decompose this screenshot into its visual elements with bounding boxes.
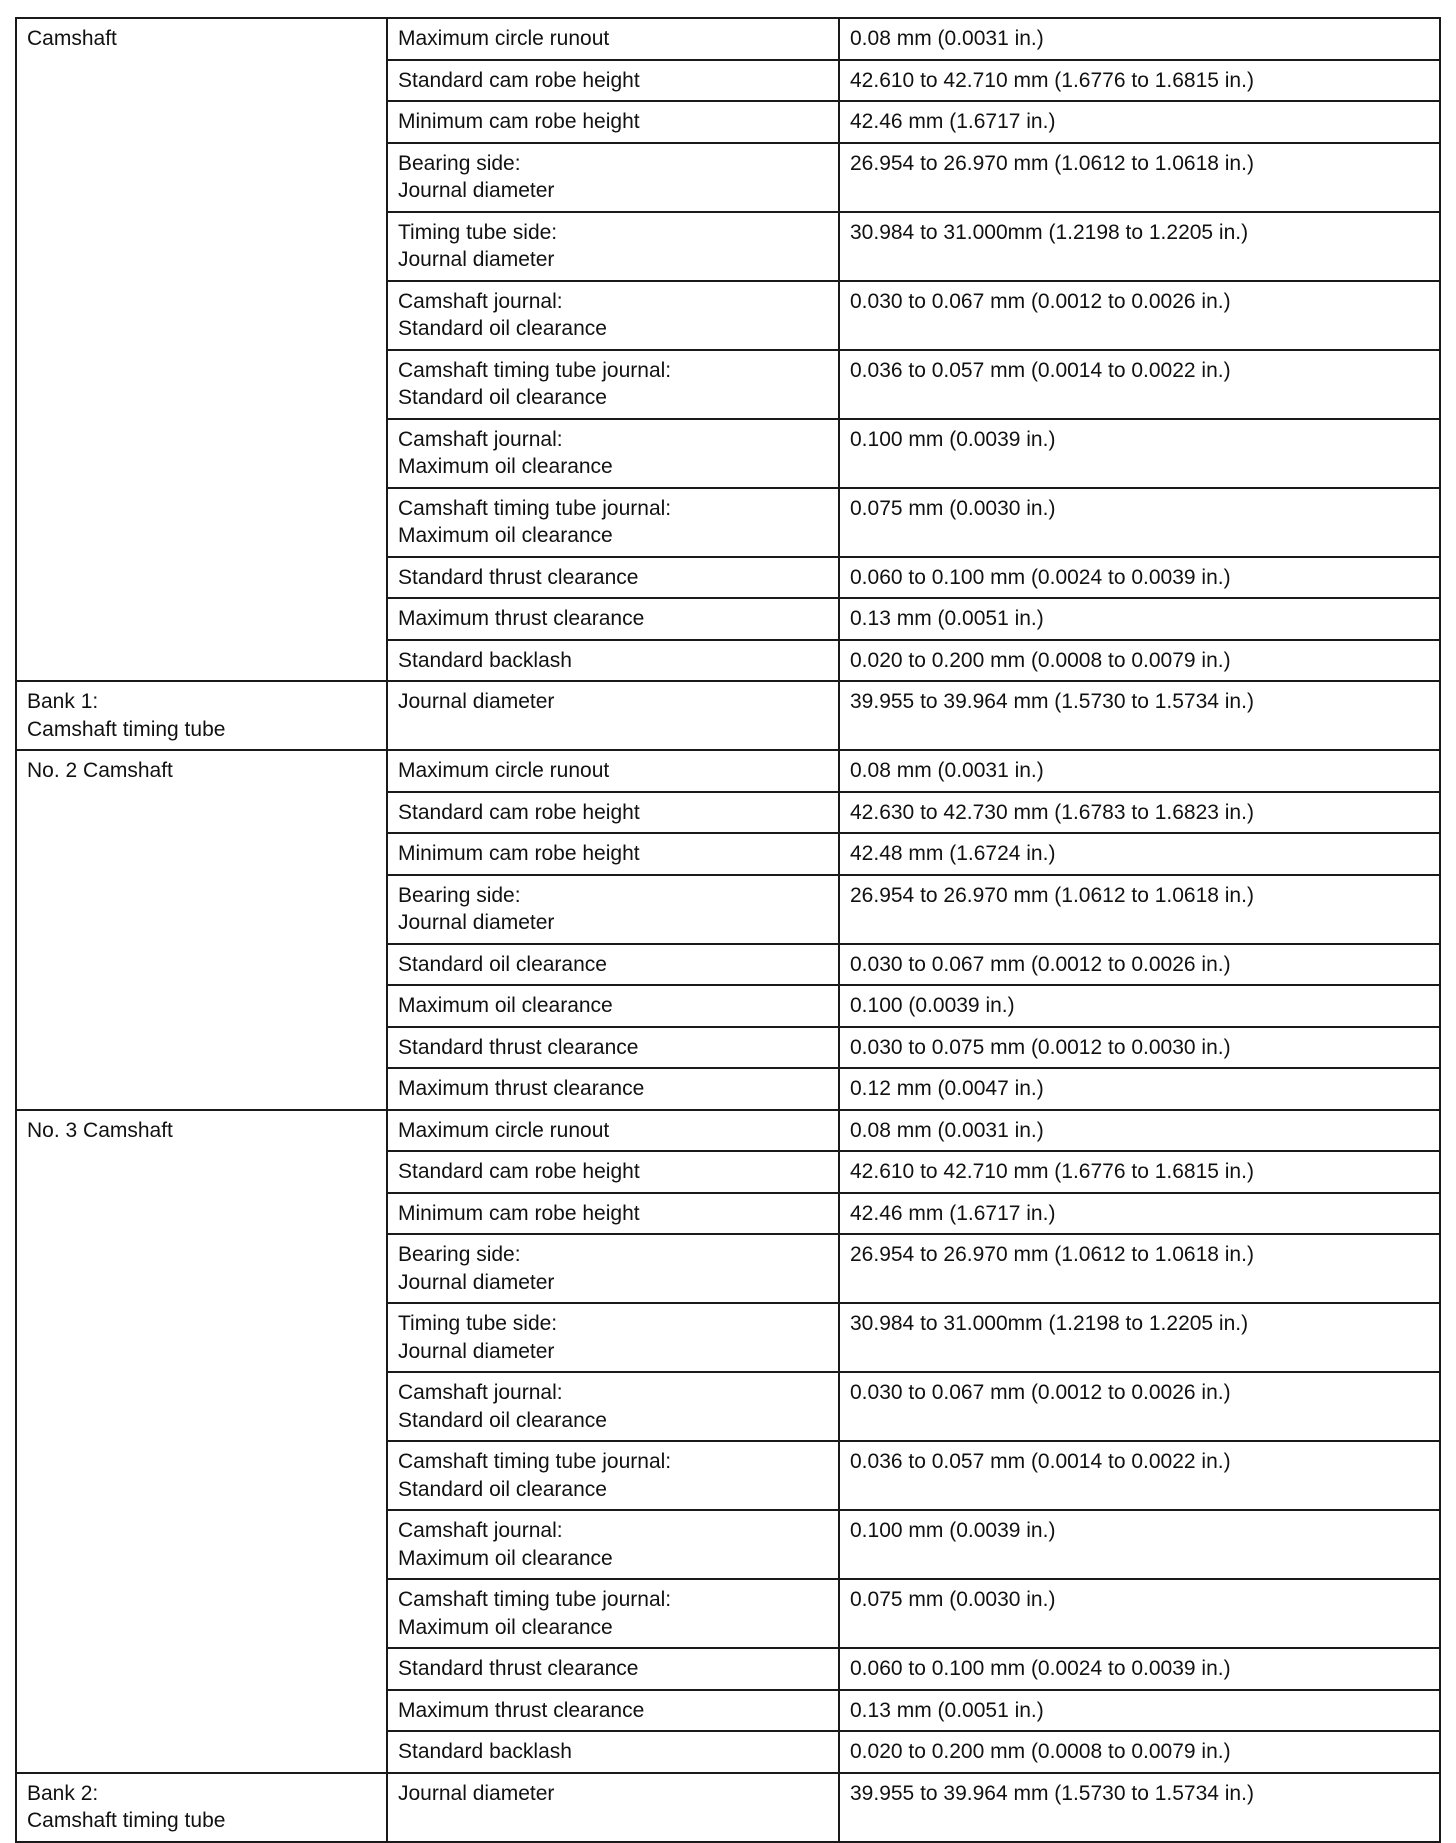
item-cell: Bearing side: Journal diameter [387, 143, 839, 212]
item-cell: Camshaft timing tube journal: Maximum oil clearance [387, 1579, 839, 1648]
item-cell: Standard thrust clearance [387, 557, 839, 599]
item-cell: Camshaft timing tube journal: Standard oil clearance [387, 350, 839, 419]
spec-cell: 0.13 mm (0.0051 in.) [839, 1690, 1440, 1732]
spec-cell: 30.984 to 31.000mm (1.2198 to 1.2205 in.) [839, 1303, 1440, 1372]
spec-cell: 42.630 to 42.730 mm (1.6783 to 1.6823 in.) [839, 792, 1440, 834]
spec-cell: 0.030 to 0.067 mm (0.0012 to 0.0026 in.) [839, 1372, 1440, 1441]
item-cell: Bearing side: Journal diameter [387, 1234, 839, 1303]
spec-cell: 0.12 mm (0.0047 in.) [839, 1068, 1440, 1110]
item-cell: Camshaft journal: Standard oil clearance [387, 281, 839, 350]
item-cell: Camshaft journal: Maximum oil clearance [387, 1510, 839, 1579]
table-row [16, 18, 1440, 60]
spec-cell: 42.48 mm (1.6724 in.) [839, 833, 1440, 875]
item-cell: Minimum cam robe height [387, 833, 839, 875]
component-cell: Bank 1: Camshaft timing tube [16, 681, 387, 750]
spec-cell: 0.030 to 0.067 mm (0.0012 to 0.0026 in.) [839, 944, 1440, 986]
table-row [16, 1773, 1440, 1842]
item-cell: Maximum thrust clearance [387, 1690, 839, 1732]
spec-cell: 0.08 mm (0.0031 in.) [839, 18, 1440, 60]
spec-cell: 30.984 to 31.000mm (1.2198 to 1.2205 in.) [839, 212, 1440, 281]
item-cell: Maximum circle runout [387, 750, 839, 792]
spec-cell: 0.075 mm (0.0030 in.) [839, 1579, 1440, 1648]
item-cell: Minimum cam robe height [387, 1193, 839, 1235]
spec-cell: 42.46 mm (1.6717 in.) [839, 101, 1440, 143]
spec-cell: 0.100 (0.0039 in.) [839, 985, 1440, 1027]
item-cell: Maximum thrust clearance [387, 1068, 839, 1110]
spec-cell: 26.954 to 26.970 mm (1.0612 to 1.0618 in.) [839, 875, 1440, 944]
spec-cell: 0.075 mm (0.0030 in.) [839, 488, 1440, 557]
item-cell: Timing tube side: Journal diameter [387, 1303, 839, 1372]
item-cell: Camshaft journal: Maximum oil clearance [387, 419, 839, 488]
spec-cell: 0.036 to 0.057 mm (0.0014 to 0.0022 in.) [839, 1441, 1440, 1510]
item-cell: Standard cam robe height [387, 1151, 839, 1193]
item-cell: Standard thrust clearance [387, 1027, 839, 1069]
spec-cell: 42.610 to 42.710 mm (1.6776 to 1.6815 in.) [839, 1151, 1440, 1193]
component-cell: Camshaft [16, 18, 387, 681]
item-cell: Camshaft journal: Standard oil clearance [387, 1372, 839, 1441]
spec-cell: 0.100 mm (0.0039 in.) [839, 419, 1440, 488]
spec-cell: 42.46 mm (1.6717 in.) [839, 1193, 1440, 1235]
item-cell: Timing tube side: Journal diameter [387, 212, 839, 281]
spec-cell: 26.954 to 26.970 mm (1.0612 to 1.0618 in.) [839, 143, 1440, 212]
item-cell: Bearing side: Journal diameter [387, 875, 839, 944]
spec-cell: 0.060 to 0.100 mm (0.0024 to 0.0039 in.) [839, 557, 1440, 599]
item-cell: Maximum thrust clearance [387, 598, 839, 640]
item-cell: Maximum circle runout [387, 1110, 839, 1152]
spec-cell: 42.610 to 42.710 mm (1.6776 to 1.6815 in.) [839, 60, 1440, 102]
item-cell: Camshaft timing tube journal: Standard oil clearance [387, 1441, 839, 1510]
spec-cell: 0.060 to 0.100 mm (0.0024 to 0.0039 in.) [839, 1648, 1440, 1690]
spec-cell: 26.954 to 26.970 mm (1.0612 to 1.0618 in.) [839, 1234, 1440, 1303]
spec-cell: 0.030 to 0.067 mm (0.0012 to 0.0026 in.) [839, 281, 1440, 350]
table-row [16, 681, 1440, 750]
table-row [16, 750, 1440, 792]
spec-cell: 39.955 to 39.964 mm (1.5730 to 1.5734 in.) [839, 1773, 1440, 1842]
spec-cell: 0.08 mm (0.0031 in.) [839, 1110, 1440, 1152]
item-cell: Standard backlash [387, 640, 839, 682]
spec-cell: 0.020 to 0.200 mm (0.0008 to 0.0079 in.) [839, 1731, 1440, 1773]
item-cell: Maximum circle runout [387, 18, 839, 60]
spec-cell: 0.13 mm (0.0051 in.) [839, 598, 1440, 640]
item-cell: Standard backlash [387, 1731, 839, 1773]
spec-table-body [16, 18, 1440, 1842]
item-cell: Standard oil clearance [387, 944, 839, 986]
item-cell: Standard cam robe height [387, 792, 839, 834]
spec-cell: 0.030 to 0.075 mm (0.0012 to 0.0030 in.) [839, 1027, 1440, 1069]
item-cell: Minimum cam robe height [387, 101, 839, 143]
camshaft-spec-table [15, 17, 1441, 1843]
spec-cell: 39.955 to 39.964 mm (1.5730 to 1.5734 in.) [839, 681, 1440, 750]
spec-cell: 0.100 mm (0.0039 in.) [839, 1510, 1440, 1579]
table-row [16, 1110, 1440, 1152]
component-cell: Bank 2: Camshaft timing tube [16, 1773, 387, 1842]
item-cell: Journal diameter [387, 1773, 839, 1842]
item-cell: Journal diameter [387, 681, 839, 750]
component-cell: No. 3 Camshaft [16, 1110, 387, 1773]
spec-cell: 0.020 to 0.200 mm (0.0008 to 0.0079 in.) [839, 640, 1440, 682]
component-cell: No. 2 Camshaft [16, 750, 387, 1110]
item-cell: Maximum oil clearance [387, 985, 839, 1027]
item-cell: Standard cam robe height [387, 60, 839, 102]
spec-cell: 0.08 mm (0.0031 in.) [839, 750, 1440, 792]
spec-cell: 0.036 to 0.057 mm (0.0014 to 0.0022 in.) [839, 350, 1440, 419]
item-cell: Standard thrust clearance [387, 1648, 839, 1690]
item-cell: Camshaft timing tube journal: Maximum oil clearance [387, 488, 839, 557]
